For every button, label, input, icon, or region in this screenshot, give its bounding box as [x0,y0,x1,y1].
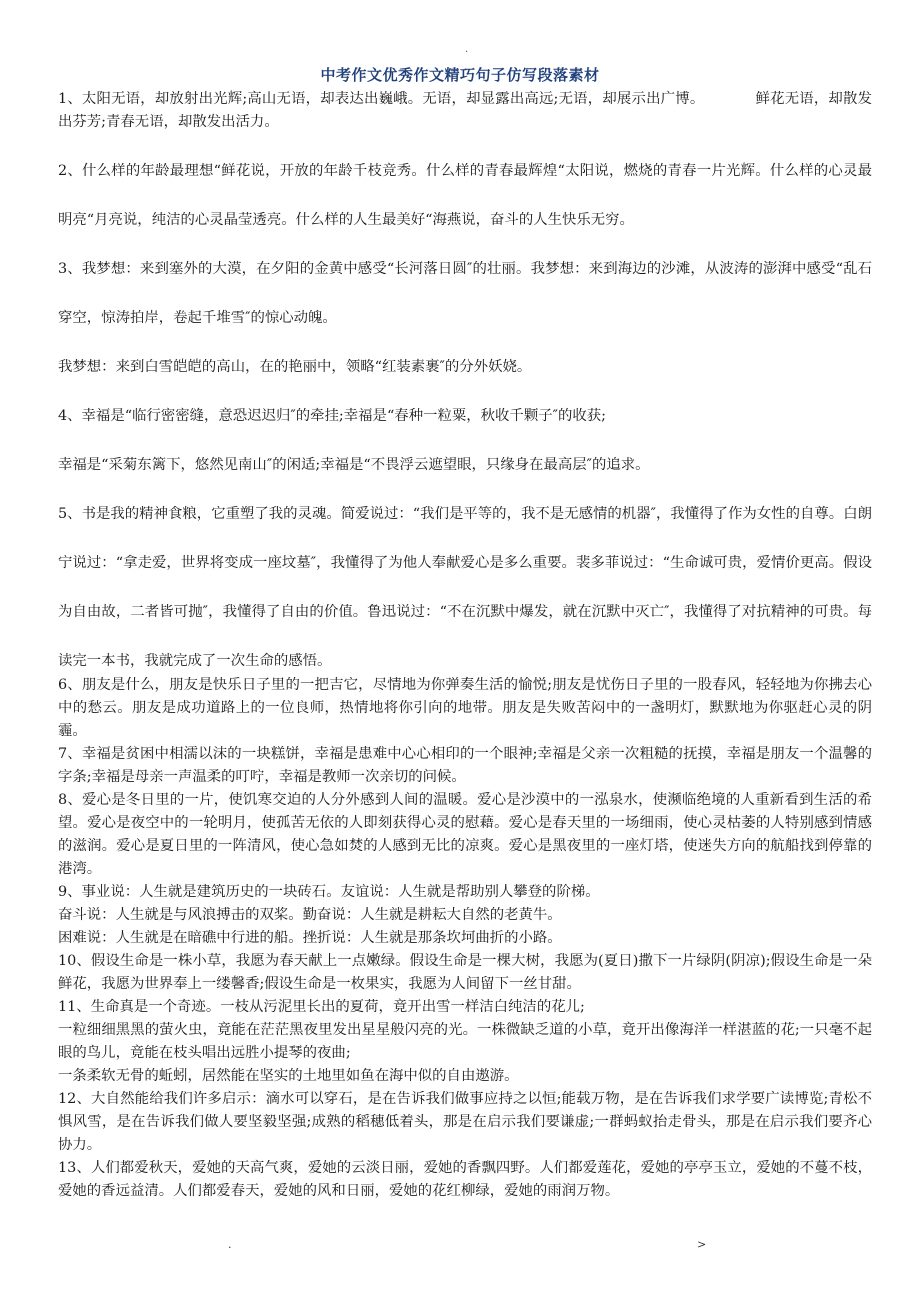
paragraph-12: 12、大自然能给我们许多启示：滴水可以穿石，是在告诉我们做事应持之以恒;能载万物，是在告诉我们求学要广读博览;青松不惧风雪，是在告诉我们做人要坚毅坚强;成熟的稻穗低着头，那是在启示我们要谦虚;一群蚂蚁抬走骨头，那是在启示我们要齐心协力。 [58,1091,872,1153]
paragraph-4: 4、幸福是“临行密密缝，意恐迟迟归″的牵挂;幸福是“春种一粒粟，秋收千颗子″的收获; [58,408,606,424]
paragraph-4-continued: 幸福是“采菊东篱下，悠然见南山″的闲适;幸福是“不畏浮云遮望眼，只缘身在最高层″的追求。 [58,457,650,473]
paragraph-5: 5、书是我的精神食粮，它重塑了我的灵魂。简爱说过：“我们是平等的，我不是无感情的机器″，我懂得了作为女性的自尊。白朗宁说过：“拿走爱，世界将变成一座坟墓″，我懂得了为他人奉献爱心是多么重要。裴多菲说过：“生命诚可贵，爱情价更高。假设为自由故，二者皆可抛″，我懂得了自由的价值。鲁迅说过：“不在沉默中爆发，就在沉默中灭亡″，我懂得了对抗精神的可贵。每读完一本书，我就完成了一次生命的感悟。 [58,506,872,669]
paragraph-9-line-2: 奋斗说：人生就是与风浪搏击的双桨。勤奋说：人生就是耕耘大自然的老黄牛。 [58,907,562,923]
paragraph-3: 3、我梦想：来到塞外的大漠，在夕阳的金黄中感受“长河落日圆″的壮丽。我梦想：来到海边的沙滩，从波涛的澎湃中感受“乱石穿空，惊涛拍岸，卷起千堆雪″的惊心动魄。 [58,261,872,326]
paragraph-9-line-3: 困难说：人生就是在暗礁中行进的船。挫折说：人生就是那条坎坷曲折的小路。 [58,930,562,946]
footer-left-mark: . [228,1238,232,1251]
paragraph-11-line-2: 一粒细细黑黑的萤火虫，竟能在茫茫黑夜里发出星星般闪亮的光。一株微缺乏道的小草，竟开出像海洋一样湛蓝的花;一只毫不起眼的鸟儿，竟能在枝头唱出远胜小提琴的夜曲; [58,1022,872,1061]
paragraph-11-line-3: 一条柔软无骨的蚯蚓，居然能在坚实的土地里如鱼在海中似的自由遨游。 [58,1068,519,1084]
paragraph-13: 13、人们都爱秋天，爱她的天高气爽，爱她的云淡日丽，爱她的香飘四野。人们都爱莲花，爱她的亭亭玉立，爱她的不蔓不枝，爱她的香远益清。人们都爱春天，爱她的风和日丽，爱她的花红柳绿，爱她的雨润万物。 [58,1160,872,1199]
document-body [58,88,872,1203]
paragraph-6: 6、朋友是什么，朋友是快乐日子里的一把吉它，尽情地为你弹奏生活的愉悦;朋友是忧伤日子里的一股春风，轻轻地为你拂去心中的愁云。朋友是成功道路上的一位良师，热情地将你引向的地带。朋友是失败苦闷中的一盏明灯，默默地为你驱赶心灵的阴霾。 [58,677,872,739]
document-title: 中考作文优秀作文精巧句子仿写段落素材 [320,66,600,84]
paragraph-1: 1、太阳无语，却放射出光辉;高山无语，却表达出巍峨。无语，却显露出高远;无语，却展示出广博。 鲜花无语，却散发出芬芳;青春无语，却散发出活力。 [58,91,872,130]
paragraph-10: 10、假设生命是一株小草，我愿为春天献上一点嫩绿。假设生命是一棵大树，我愿为(夏日)撒下一片绿阴(阴凉);假设生命是一朵鲜花，我愿为世界奉上一缕馨香;假设生命是一枚果实，我愿为人间留下一丝甘甜。 [58,953,872,992]
paragraph-9: 9、事业说：人生就是建筑历史的一块砖石。友谊说：人生就是帮助别人攀登的阶梯。 [58,884,600,900]
paragraph-3-continued: 我梦想：来到白雪皑皑的高山，在的艳丽中，领略“红装素裹″的分外妖娆。 [58,359,532,375]
paragraph-7: 7、幸福是贫困中相濡以沫的一块糕饼，幸福是患难中心心相印的一个眼神;幸福是父亲一次粗糙的抚摸，幸福是朋友一个温馨的字条;幸福是母亲一声温柔的叮咛，幸福是教师一次亲切的问候。 [58,746,872,785]
paragraph-11: 11、生命真是一个奇迹。一枝从污泥里长出的夏荷，竟开出雪一样洁白纯洁的花儿; [58,999,585,1015]
paragraph-8: 8、爱心是冬日里的一片，使饥寒交迫的人分外感到人间的温暖。爱心是沙漠中的一泓泉水，使濒临绝境的人重新看到生活的希望。爱心是夜空中的一轮明月，使孤苦无依的人即刻获得心灵的慰藉。爱心是春天里的一场细雨，使心灵枯萎的人特别感到情感的滋润。爱心是夏日里的一阵清风，使心急如焚的人感到无比的凉爽。爱心是黑夜里的一座灯塔，使迷失方向的航船找到停靠的港湾。 [58,792,872,877]
header-mark: . [465,44,469,55]
footer-right-mark: > [697,1238,707,1251]
paragraph-2: 2、什么样的年龄最理想“鲜花说，开放的年龄千枝竞秀。什么样的青春最辉煌“太阳说，燃烧的青春一片光辉。什么样的心灵最明亮“月亮说，纯洁的心灵晶莹透亮。什么样的人生最美好“海燕说，奋斗的人生快乐无穷。 [58,163,872,228]
